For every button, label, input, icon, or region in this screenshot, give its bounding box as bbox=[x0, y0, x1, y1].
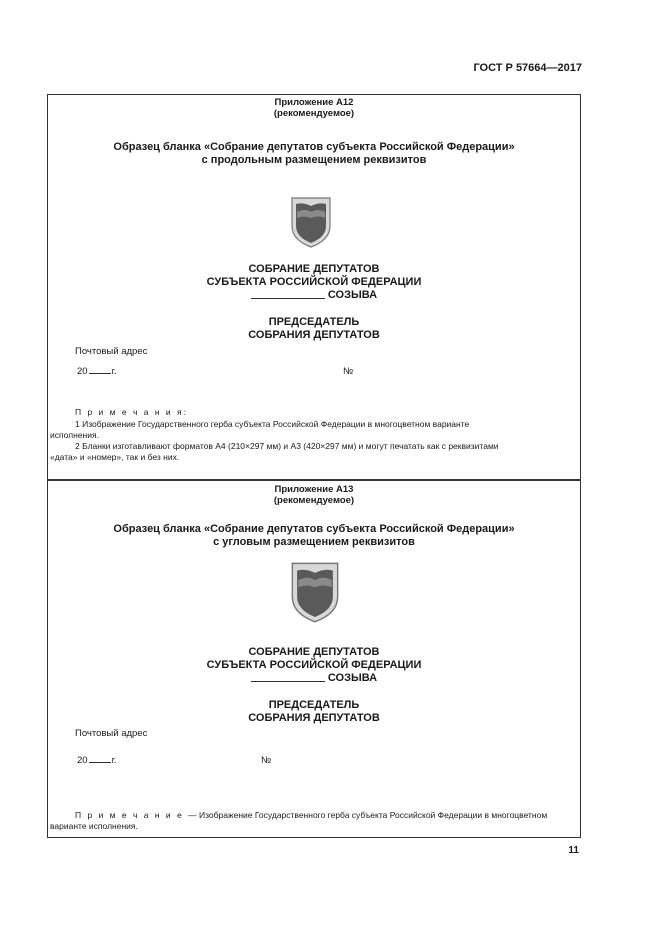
notes-heading: П р и м е ч а н и я: bbox=[75, 407, 188, 417]
appendix-a12-status: (рекомендуемое) bbox=[273, 108, 355, 119]
position-a12-line2: СОБРАНИЯ ДЕПУТАТОВ bbox=[248, 329, 380, 341]
sample-a13-title-line2: с угловым размещением реквизитов bbox=[213, 536, 415, 548]
position-a12-line1: ПРЕДСЕДАТЕЛЬ bbox=[268, 316, 360, 328]
org-a13-line2: СУБЪЕКТА РОССИЙСКОЙ ФЕДЕРАЦИИ bbox=[206, 659, 422, 671]
org-a12-line2: СУБЪЕКТА РОССИЙСКОЙ ФЕДЕРАЦИИ bbox=[206, 276, 422, 288]
page-number: 11 bbox=[568, 845, 579, 856]
org-a13-line3 bbox=[48, 671, 580, 685]
year-suffix: г. bbox=[111, 755, 117, 766]
standard-code: ГОСТ Р 57664—2017 bbox=[473, 62, 582, 74]
appendix-a13-status: (рекомендуемое) bbox=[273, 495, 355, 506]
org-a12-line3 bbox=[48, 288, 580, 302]
note2-line1: 2 Бланки изготавливают форматов А4 (210×297 мм) и А3 (420×297 мм) и могут печатать как с реквизитами bbox=[75, 441, 499, 451]
date-field bbox=[77, 755, 117, 767]
coat-of-arms-icon bbox=[287, 561, 343, 623]
note1-line1: 1 Изображение Государственного герба субъекта Российской Федерации в многоцветном варианте bbox=[75, 419, 470, 429]
convocation-blank-line bbox=[251, 298, 325, 299]
sample-a12-title-line1: Образец бланка «Собрание депутатов субъекта Российской Федерации» bbox=[113, 141, 515, 153]
year-prefix: 20 bbox=[77, 366, 88, 377]
note1-line2: исполнения. bbox=[50, 430, 99, 440]
year-suffix: г. bbox=[111, 366, 117, 377]
number-field: № bbox=[343, 366, 354, 377]
note-line2: варианте исполнения. bbox=[50, 821, 138, 831]
appendix-a13-label: Приложение А13 bbox=[274, 484, 354, 495]
convocation-label: СОЗЫВА bbox=[327, 289, 378, 301]
postal-address-label: Почтовый адрес bbox=[75, 346, 148, 357]
org-a13-line1: СОБРАНИЕ ДЕПУТАТОВ bbox=[248, 646, 380, 658]
year-prefix: 20 bbox=[77, 755, 88, 766]
appendix-a12-label: Приложение А12 bbox=[274, 97, 354, 108]
sample-a12-frame bbox=[47, 94, 581, 480]
postal-address-label: Почтовый адрес bbox=[75, 728, 148, 739]
year-blank bbox=[89, 762, 111, 763]
coat-of-arms-icon bbox=[291, 196, 331, 248]
note-text: П р и м е ч а н и е — Изображение Государственного герба субъекта Российской Федерации в многоцветном bbox=[75, 810, 548, 820]
sample-a12-title-line2: с продольным размещением реквизитов bbox=[201, 154, 427, 166]
note-line1 bbox=[75, 810, 547, 821]
sample-a13-title-line1: Образец бланка «Собрание депутатов субъекта Российской Федерации» bbox=[113, 523, 515, 535]
note2-line2: «дата» и «номер», так и без них. bbox=[50, 452, 180, 462]
number-field: № bbox=[261, 755, 272, 766]
position-a13-line1: ПРЕДСЕДАТЕЛЬ bbox=[268, 699, 360, 711]
year-blank bbox=[89, 373, 111, 374]
convocation-label: СОЗЫВА bbox=[327, 672, 378, 684]
position-a13-line2: СОБРАНИЯ ДЕПУТАТОВ bbox=[248, 712, 380, 724]
org-a12-line1: СОБРАНИЕ ДЕПУТАТОВ bbox=[248, 263, 380, 275]
sample-a13-frame bbox=[47, 480, 581, 838]
convocation-blank-line bbox=[251, 681, 325, 682]
date-field bbox=[77, 366, 117, 378]
